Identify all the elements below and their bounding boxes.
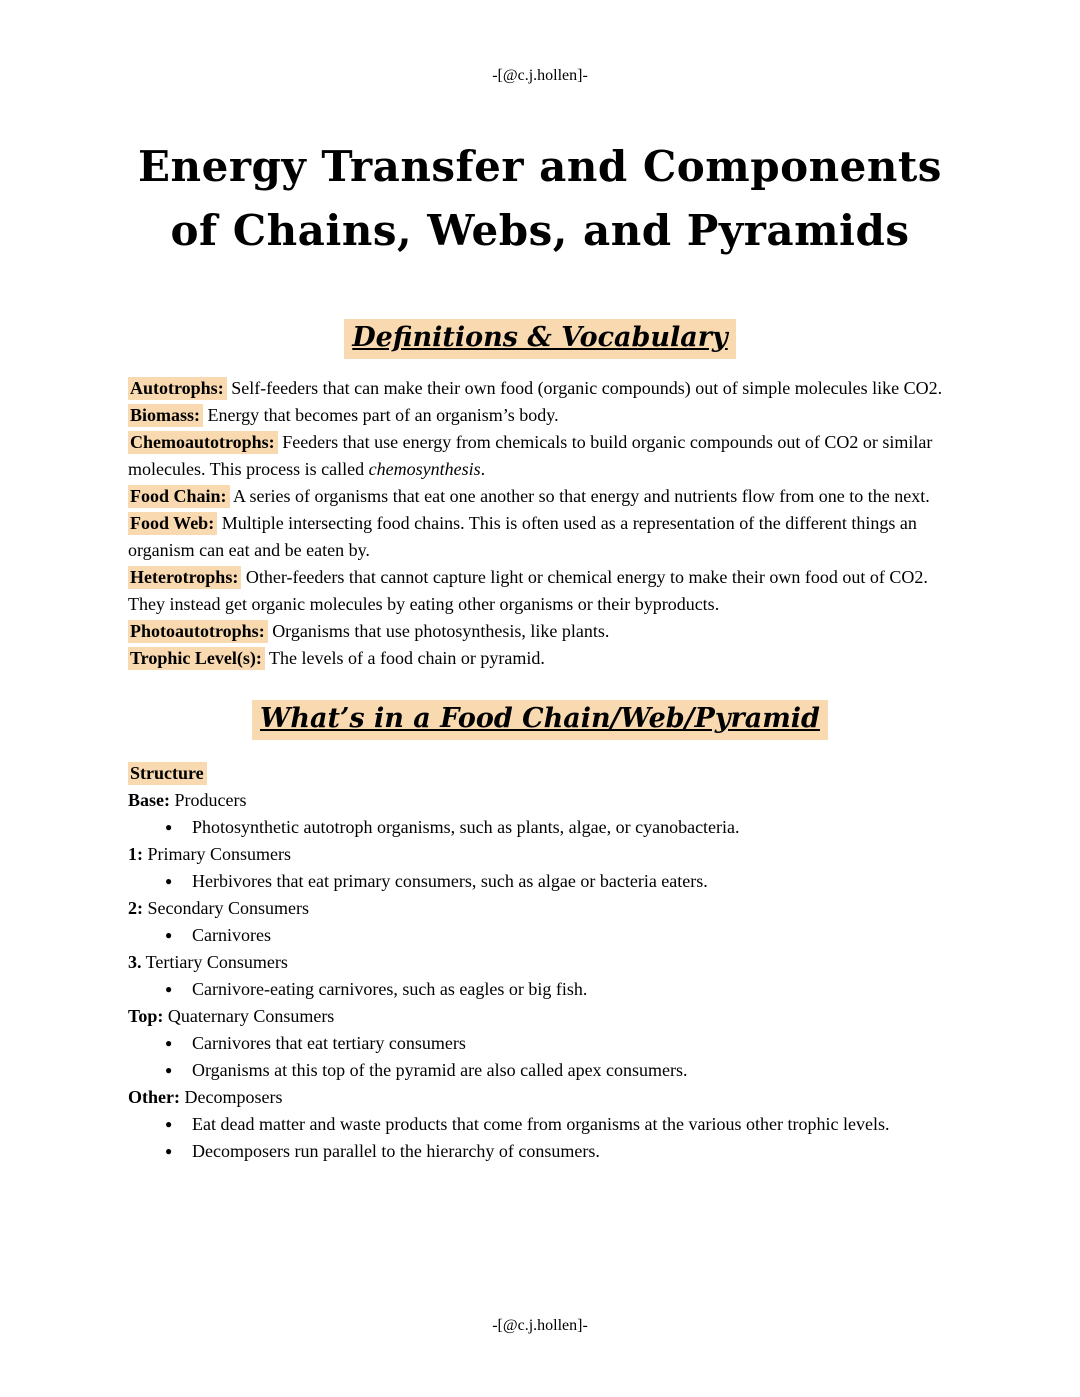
bullet-text: Carnivore-eating carnivores, such as eagles or big fish. bbox=[192, 979, 588, 999]
bullet-icon: ● bbox=[165, 1117, 173, 1131]
definition-text: Other-feeders that cannot capture light or chemical energy to make their own food out of CO2. They instead get organic molecules by eating other organisms or their byproducts. bbox=[128, 567, 928, 614]
structure-level-row bbox=[128, 841, 952, 868]
bullet-text: Carnivores that eat tertiary consumers bbox=[192, 1033, 466, 1053]
definition-text: The levels of a food chain or pyramid. bbox=[264, 648, 545, 668]
definition-term: Heterotrophs: bbox=[128, 566, 241, 589]
bullet-text: Herbivores that eat primary consumers, such as algae or bacteria eaters. bbox=[192, 871, 708, 891]
definition-term: Trophic Level(s): bbox=[128, 647, 265, 670]
definition-entry bbox=[128, 402, 952, 429]
bullet-icon: ● bbox=[165, 874, 173, 888]
bullet-item bbox=[128, 1057, 952, 1084]
definition-text: Energy that becomes part of an organism’s body. bbox=[203, 405, 559, 425]
definition-text: Feeders that use energy from chemicals to build organic compounds out of CO2 or similar molecules. This process is called bbox=[128, 432, 933, 479]
structure-level-row bbox=[128, 949, 952, 976]
bullet-icon: ● bbox=[165, 1036, 173, 1050]
structure-level-row bbox=[128, 1003, 952, 1030]
definition-entry bbox=[128, 564, 952, 618]
bullet-icon: ● bbox=[165, 928, 173, 942]
bullet-text: Organisms at this top of the pyramid are also called apex consumers. bbox=[192, 1060, 688, 1080]
structure-level-text: Decomposers bbox=[179, 1087, 283, 1107]
bullet-icon: ● bbox=[165, 1063, 173, 1077]
page-title-line2: of Chains, Webs, and Pyramids bbox=[170, 206, 910, 255]
definition-term: Biomass: bbox=[128, 404, 203, 427]
definition-entry bbox=[128, 645, 952, 672]
definition-text: Organisms that use photosynthesis, like plants. bbox=[267, 621, 610, 641]
footer-note: -[@c.j.hollen]- bbox=[492, 1317, 588, 1334]
page-title bbox=[128, 135, 952, 263]
section-heading-definitions: Definitions & Vocabulary bbox=[344, 319, 735, 359]
bullet-text: Eat dead matter and waste products that come from organisms at the various other trophic levels. bbox=[192, 1114, 890, 1134]
structure-level-label: Base: bbox=[128, 790, 170, 810]
structure-level-label: Other: bbox=[128, 1087, 180, 1107]
definition-term: Autotrophs: bbox=[128, 377, 227, 400]
structure-level-text: Producers bbox=[170, 790, 247, 810]
bullet-item bbox=[128, 814, 952, 841]
structure-heading-row bbox=[128, 700, 952, 740]
bullet-item bbox=[128, 922, 952, 949]
bullet-text: Decomposers run parallel to the hierarchy of consumers. bbox=[192, 1141, 600, 1161]
structure-level-label: 3. bbox=[128, 952, 142, 972]
structure-level-row bbox=[128, 895, 952, 922]
definition-entry bbox=[128, 429, 952, 483]
definitions-list bbox=[128, 375, 952, 672]
structure-level-label: Top: bbox=[128, 1006, 164, 1026]
definitions-heading-row bbox=[128, 319, 952, 359]
structure-level-text: Quaternary Consumers bbox=[163, 1006, 335, 1026]
structure-level-label: 2: bbox=[128, 898, 143, 918]
definition-term: Food Web: bbox=[128, 512, 217, 535]
definition-term: Food Chain: bbox=[128, 485, 230, 508]
bullet-item bbox=[128, 1030, 952, 1057]
structure-level-row bbox=[128, 1084, 952, 1111]
bullet-item bbox=[128, 1111, 952, 1138]
structure-level-text: Secondary Consumers bbox=[143, 898, 309, 918]
definition-text: Self-feeders that can make their own food (organic compounds) out of simple molecules like CO2. bbox=[226, 378, 943, 398]
definition-entry bbox=[128, 618, 952, 645]
bullet-icon: ● bbox=[165, 982, 173, 996]
bullet-item bbox=[128, 868, 952, 895]
definition-entry bbox=[128, 483, 952, 510]
header-note: -[@c.j.hollen]- bbox=[492, 67, 588, 84]
bullet-text: Carnivores bbox=[192, 925, 271, 945]
bullet-item bbox=[128, 976, 952, 1003]
definition-term: Chemoautotrophs: bbox=[128, 431, 278, 454]
definition-text: . bbox=[480, 459, 486, 479]
bullet-icon: ● bbox=[165, 1144, 173, 1158]
structure-level-row bbox=[128, 787, 952, 814]
structure-level-label: 1: bbox=[128, 844, 143, 864]
section-heading-structure: What’s in a Food Chain/Web/Pyramid bbox=[252, 700, 828, 740]
structure-level-text: Tertiary Consumers bbox=[141, 952, 288, 972]
structure-level-text: Primary Consumers bbox=[143, 844, 291, 864]
definition-term: Photoautotrophs: bbox=[128, 620, 268, 643]
page-title-line1: Energy Transfer and Components bbox=[138, 142, 942, 191]
definition-text: A series of organisms that eat one another so that energy and nutrients flow from one to the next. bbox=[229, 486, 930, 506]
definition-entry bbox=[128, 510, 952, 564]
structure-subheading-row bbox=[128, 760, 952, 787]
bullet-icon: ● bbox=[165, 820, 173, 834]
definition-text-italic: chemosynthesis bbox=[368, 459, 481, 479]
structure-list bbox=[128, 787, 952, 1165]
bullet-item bbox=[128, 1138, 952, 1165]
definition-entry bbox=[128, 375, 952, 402]
bullet-text: Photosynthetic autotroph organisms, such as plants, algae, or cyanobacteria. bbox=[192, 817, 740, 837]
definition-text: Multiple intersecting food chains. This is often used as a representation of the different things an organism can eat and be eaten by. bbox=[128, 513, 917, 560]
structure-subheading: Structure bbox=[128, 762, 207, 785]
